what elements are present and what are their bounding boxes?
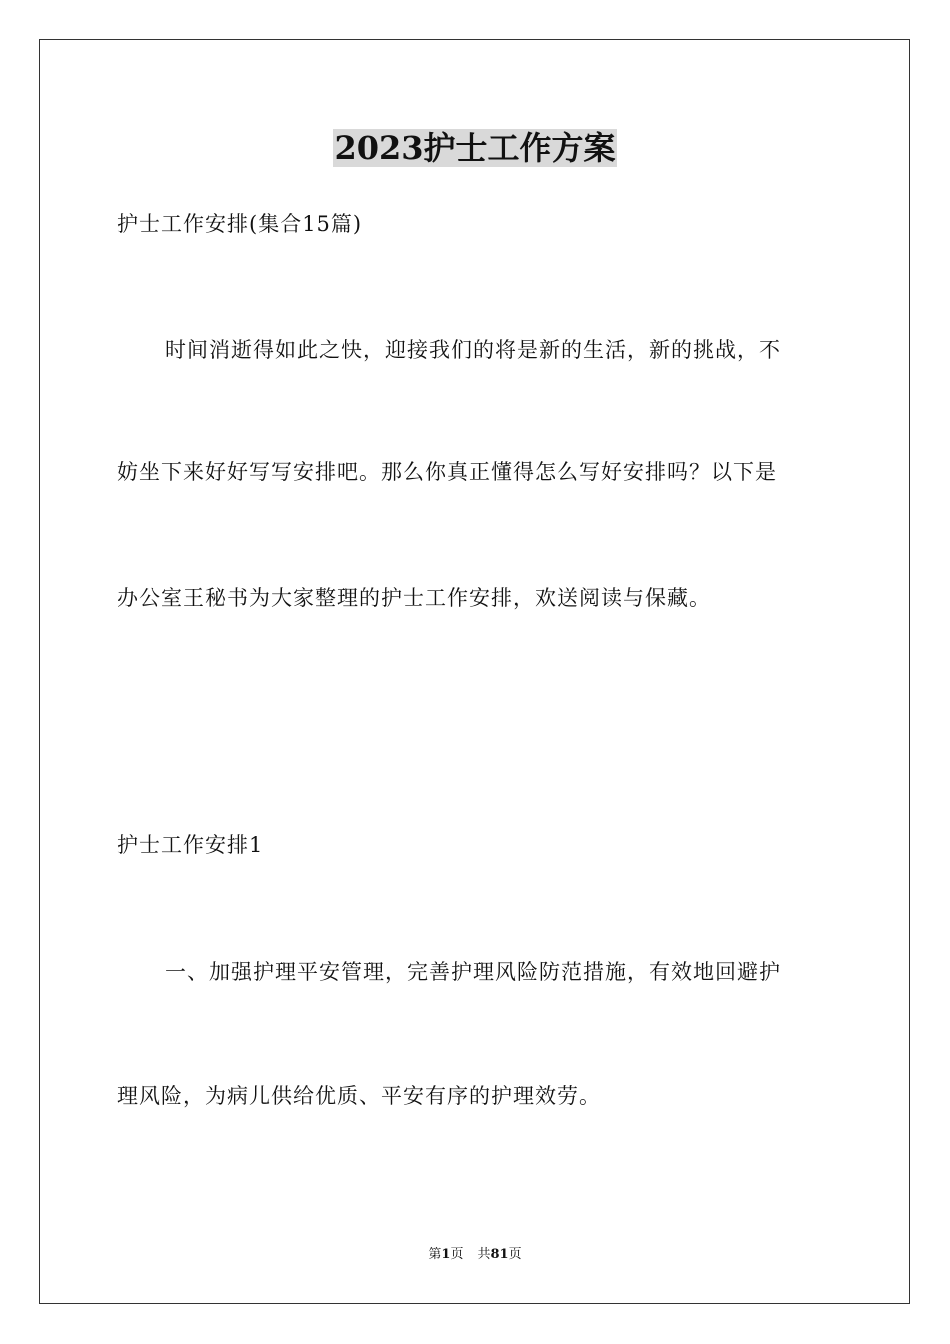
- intro-paragraph-line-3: 办公室王秘书为大家整理的护士工作安排，欢送阅读与保藏。: [117, 586, 711, 610]
- intro-paragraph-line-2: 妨坐下来好好写写安排吧。那么你真正懂得怎么写好安排吗？以下是: [117, 460, 777, 484]
- total-label-suffix: 页: [508, 1247, 522, 1262]
- section-paragraph-line-1: 一、加强护理平安管理，完善护理风险防范措施，有效地回避护: [165, 960, 781, 984]
- page-footer: [0, 1246, 950, 1264]
- document-subtitle: 护士工作安排(集合15篇): [117, 212, 363, 236]
- intro-paragraph-line-1: 时间消逝得如此之快，迎接我们的将是新的生活，新的挑战，不: [165, 338, 781, 362]
- page-number: 1: [441, 1247, 451, 1262]
- total-pages: 81: [490, 1247, 509, 1262]
- page-label-prefix: 第: [428, 1247, 442, 1262]
- total-label-prefix: 共: [477, 1247, 491, 1262]
- section-heading: 护士工作安排1: [117, 833, 264, 857]
- page-label-suffix: 页: [450, 1247, 464, 1262]
- document-title: [0, 128, 950, 168]
- section-paragraph-line-2: 理风险，为病儿供给优质、平安有序的护理效劳。: [117, 1084, 601, 1108]
- document-title-text: 2023护士工作方案: [334, 129, 616, 167]
